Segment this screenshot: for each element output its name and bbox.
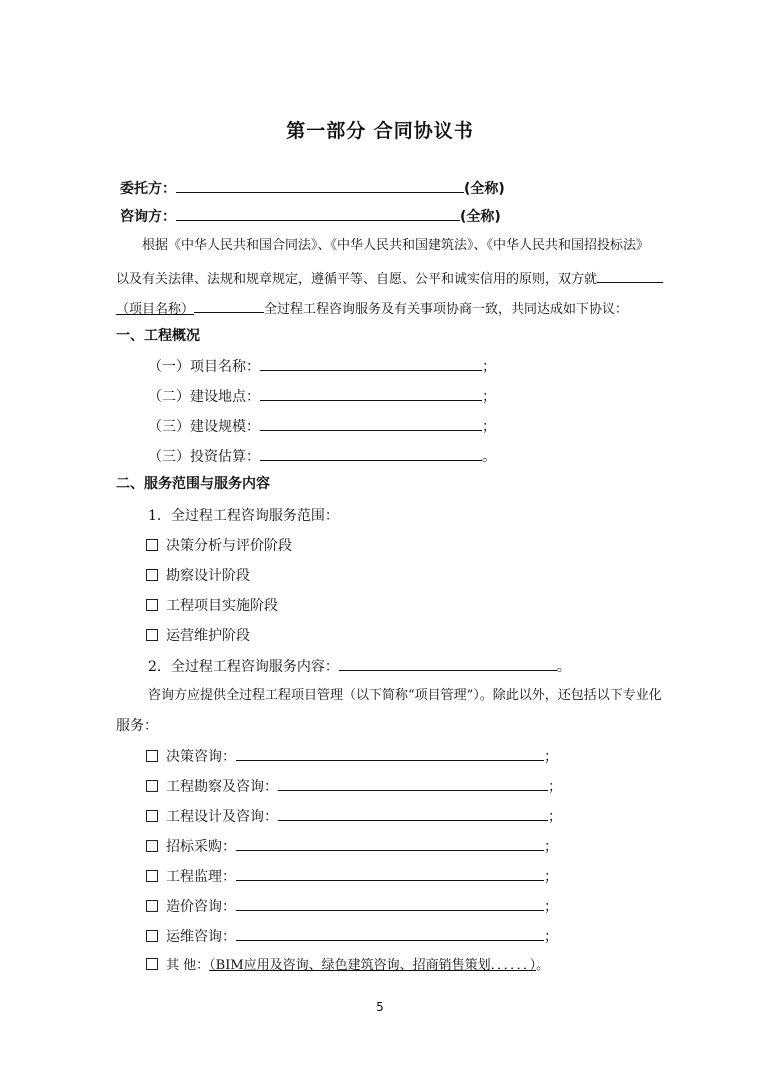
- row-punctuation: 。: [482, 449, 496, 465]
- service-content-label: 2．全过程工程咨询服务内容：: [148, 659, 339, 675]
- scope-checkbox-row[interactable]: [146, 626, 250, 646]
- row-punctuation: 。: [536, 958, 550, 973]
- service-label: 运维咨询：: [166, 929, 236, 945]
- project-management-line-2: 服务：: [116, 718, 158, 734]
- client-suffix: (全称): [464, 181, 505, 197]
- checkbox-icon[interactable]: [146, 840, 158, 852]
- scope-checkbox-row[interactable]: [146, 566, 250, 586]
- row-punctuation: ；: [482, 419, 496, 435]
- service-field[interactable]: [236, 896, 544, 911]
- investment-estimate-label: （三）投资估算：: [148, 449, 260, 465]
- row-punctuation: ；: [482, 389, 496, 405]
- checkbox-icon[interactable]: [146, 900, 158, 912]
- page-title: 第一部分 合同协议书: [286, 120, 474, 142]
- service-label: 招标采购：: [166, 839, 236, 855]
- row-punctuation: ；: [544, 899, 558, 915]
- service-field[interactable]: [278, 806, 548, 821]
- client-label: 委托方：: [120, 181, 176, 197]
- service-field[interactable]: [236, 746, 544, 761]
- service-row: [146, 866, 558, 887]
- project-field-part-1[interactable]: [597, 268, 663, 283]
- service-field[interactable]: [278, 776, 548, 791]
- service-content-row: [148, 656, 571, 677]
- preamble-line-2: [116, 268, 663, 290]
- row-punctuation: ；: [548, 809, 562, 825]
- page-number: 5: [376, 1000, 384, 1014]
- investment-estimate-field[interactable]: [260, 446, 482, 461]
- project-overview-row: [148, 446, 496, 467]
- construction-scale-label: （三）建设规模：: [148, 419, 260, 435]
- service-scope-label: 1．全过程工程咨询服务范围：: [148, 508, 339, 524]
- project-name-field[interactable]: [260, 356, 482, 371]
- consultant-suffix: (全称): [460, 209, 501, 225]
- project-overview-row: [148, 416, 496, 437]
- scope-item-label: 决策分析与评价阶段: [166, 538, 292, 554]
- row-punctuation: ；: [544, 929, 558, 945]
- service-field[interactable]: [236, 836, 544, 851]
- row-punctuation: ；: [544, 869, 558, 885]
- preamble-line-2-text: 以及有关法律、法规和规章规定，遵循平等、自愿、公平和诚实信用的原则，双方就: [116, 272, 598, 287]
- project-management-line-1: 咨询方应提供全过程工程项目管理（以下简称“项目管理”）。除此以外，还包括以下专业化: [148, 688, 662, 703]
- scope-item-label: 工程项目实施阶段: [166, 598, 278, 614]
- checkbox-icon[interactable]: [146, 930, 158, 942]
- consultant-name-field[interactable]: [176, 206, 460, 221]
- service-row: [146, 746, 558, 767]
- preamble-line-3-text: 全过程工程咨询服务及有关事项协商一致，共同达成如下协议：: [264, 302, 629, 317]
- checkbox-icon[interactable]: [146, 780, 158, 792]
- checkbox-icon[interactable]: [146, 750, 158, 762]
- section-1-heading: 一、工程概况: [116, 328, 200, 344]
- row-punctuation: 。: [556, 659, 571, 675]
- construction-site-label: （二）建设地点：: [148, 389, 260, 405]
- service-label: 工程勘察及咨询：: [166, 779, 278, 795]
- service-label: 工程监理：: [166, 869, 236, 885]
- other-service-row: [146, 956, 549, 976]
- checkbox-icon[interactable]: [146, 629, 158, 641]
- service-label: 工程设计及咨询：: [166, 809, 278, 825]
- service-field[interactable]: [236, 926, 544, 941]
- service-row: [146, 776, 562, 797]
- project-overview-row: [148, 386, 496, 407]
- other-service-label: 其 他：: [166, 958, 210, 973]
- checkbox-icon[interactable]: [146, 599, 158, 611]
- scope-checkbox-row[interactable]: [146, 596, 278, 616]
- project-name-placeholder[interactable]: （项目名称）: [116, 302, 195, 317]
- row-punctuation: ；: [544, 839, 558, 855]
- section-2-heading: 二、服务范围与服务内容: [116, 476, 270, 492]
- client-row: [120, 178, 505, 199]
- service-label: 决策咨询：: [166, 749, 236, 765]
- checkbox-icon[interactable]: [146, 810, 158, 822]
- checkbox-icon[interactable]: [146, 569, 158, 581]
- row-punctuation: ；: [544, 749, 558, 765]
- client-name-field[interactable]: [176, 178, 464, 193]
- service-label: 造价咨询：: [166, 899, 236, 915]
- construction-scale-field[interactable]: [260, 416, 482, 431]
- project-field-part-2[interactable]: [194, 298, 264, 313]
- service-row: [146, 926, 558, 947]
- scope-item-label: 勘察设计阶段: [166, 568, 250, 584]
- project-name-label: （一）项目名称：: [148, 359, 260, 375]
- service-row: [146, 806, 562, 827]
- scope-checkbox-row[interactable]: [146, 536, 292, 556]
- checkbox-icon[interactable]: [146, 958, 158, 970]
- preamble-line-1: 根据《中华人民共和国合同法》、《中华人民共和国建筑法》、《中华人民共和国招投标法》: [142, 238, 650, 253]
- service-content-field[interactable]: [339, 656, 557, 671]
- checkbox-icon[interactable]: [146, 539, 158, 551]
- consultant-label: 咨询方：: [120, 209, 176, 225]
- service-row: [146, 836, 558, 857]
- other-service-value[interactable]: （BIM应用及咨询、绿色建筑咨询、招商销售策划．．．．．．）: [209, 958, 537, 973]
- service-row: [146, 896, 558, 917]
- consultant-row: [120, 206, 501, 227]
- preamble-line-3: [116, 298, 628, 320]
- checkbox-icon[interactable]: [146, 870, 158, 882]
- construction-site-field[interactable]: [260, 386, 482, 401]
- project-overview-row: [148, 356, 496, 377]
- row-punctuation: ；: [482, 359, 496, 375]
- scope-item-label: 运营维护阶段: [166, 628, 250, 644]
- row-punctuation: ；: [548, 779, 562, 795]
- service-field[interactable]: [236, 866, 544, 881]
